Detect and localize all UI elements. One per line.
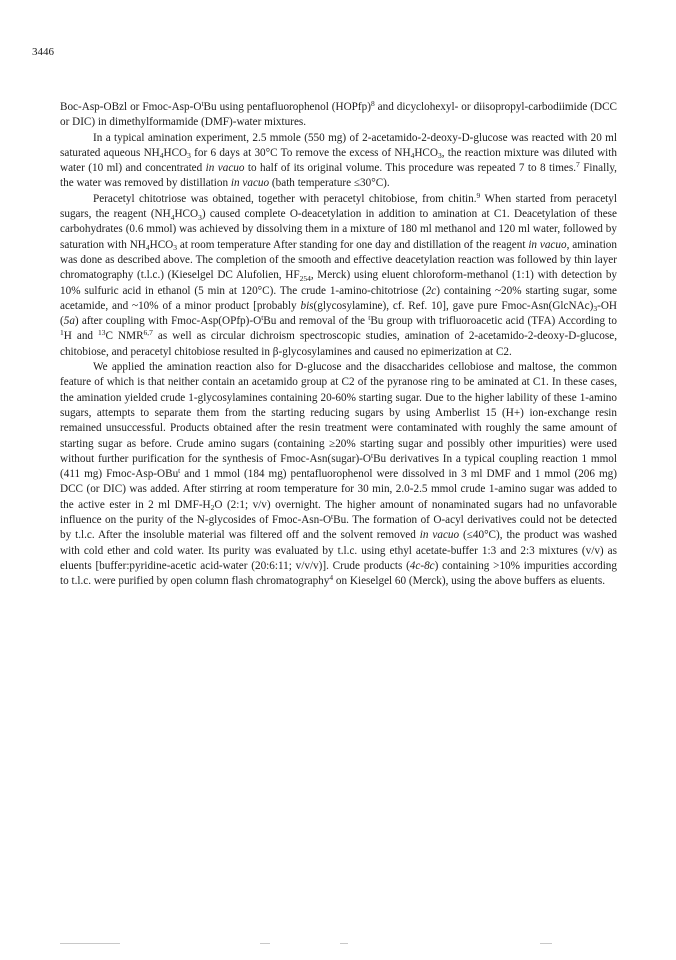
supscript-run: 9 [476,190,481,200]
footer-scan-marks [60,943,616,945]
text-run: Bu derivatives In a typical coupling reaction 1 mmol (411 mg) Fmoc-Asp-OBu [60,452,618,481]
text-run: HCO [149,238,174,251]
text-run: , the reaction mixture was diluted with water (10 ml) and concentrated [60,146,617,175]
text-run: Bu. The formation of O-acyl derivatives could not be detected by t.l.c. After the insoluble material was filtered off and the solvent removed [60,514,617,542]
supscript-run: t [331,512,334,522]
supscript-run: t [368,313,371,323]
text-run: C NMR [105,330,144,343]
text-run: (bath temperature ≤30°C). [269,177,390,190]
text-run: and 1 mmol (184 mg) pentafluorophenol were dissolved in 3 ml DMF and 1 mmol (206 mg) DCC (or DIC) was added. After stirring at room temperature for 30 min, 2.0-2.5 mmol crude 1-amino sugar was added to the active ester in 2 ml DMF-H [60,468,617,511]
paragraph-3 [60,192,617,360]
supscript-run: 1 [60,328,64,338]
text-run: for 6 days at 30°C To remove the excess of NH [190,146,411,159]
text-run: Boc-Asp-OBzl or Fmoc-Asp-O [60,101,202,113]
italic-run: 2c [425,284,437,297]
text-run: Bu group with trifluoroacetic acid (TFA) According to [370,315,617,328]
paragraph-4 [60,360,617,589]
text-run: ) after coupling with Fmoc-Asp(OPfp)-O [74,315,262,328]
text-run: on Kieselgel 60 (Merck), using the above buffers as eluents. [333,575,606,588]
page-number: 3446 [32,46,54,58]
italic-run: 4c-8c [409,559,435,572]
supscript-run: t [201,99,204,108]
text-run: Bu and removal of the [263,315,369,328]
text-run: to half of its original volume. This procedure was repeated 7 to 8 times. [244,162,577,175]
text-run: (≤40°C), the product was washed with cold ether and cold water. Its purity was evaluated by t.l.c. using ethyl acetate-buffer 1:3 and 2:3 mixtures (v/v) as eluents [buffer:pyridine-acetic acid-water (20:6:11; v/v/v)]. Crude products ( [60,529,617,572]
text-run: Peracetyl chitotriose was obtained, together with peracetyl chitobiose, from chitin. [93,192,477,205]
text-run: HCO [174,208,199,221]
subscript-run: 254 [299,273,311,283]
text-run: When started from peracetyl sugars, the reagent (NH [60,192,617,221]
supscript-run: t [371,450,374,460]
text-run: , Merck) using eluent chloroform-methanol (1:1) with detection by 10% sulfuric acid in ethanol (5 min at 120°C). The crude 1-amino-chitotriose ( [60,269,618,297]
subscript-run: 4 [170,212,175,222]
italic-run: in vacuo [205,162,245,175]
supscript-run: 6,7 [143,328,153,338]
text-run: as well as circular dichroism spectroscopic studies, amination of 2-acetamido-2-deoxy-D-glucose, chitobiose, and peracetyl chitobiose resulted in β-glycosylamines and caused no epimerization at C2. [60,330,618,358]
text-run: ) caused complete O-deacetylation in addition to amination at C1. Deacetylation of these carbohydrates (0.6 mmol) was achieved by dissolving them in a mixture of 180 ml methanol and 120 ml water, followed by saturation with NH [60,208,617,251]
subscript-run: 4 [145,243,150,253]
paragraph-1 [60,100,617,131]
text-run: ) containing >10% impurities according to t.l.c. were purified by open column flash chromatography [60,559,617,588]
text-run: Bu using pentafluorophenol (HOPfp) [203,101,371,113]
text-run: -OH ( [60,299,617,328]
supscript-run: 7 [576,160,580,170]
supscript-run: 4 [329,573,334,583]
text-run: , amination was done as described above. The completion of the smooth and effective deacetylation reaction was followed by thin layer chromatography (t.l.c.) (Kieselgel DC Alufolien, HF [60,238,617,282]
text-run: In a typical amination experiment, 2.5 mmole (550 mg) of 2-acetamido-2-deoxy-D-glucose was reacted with 20 ml saturated aqueous NH [60,131,617,159]
supscript-run: t [261,313,264,323]
italic-run: 5a [63,315,75,328]
subscript-run: 3 [437,151,442,161]
italic-run: bis [300,299,314,312]
subscript-run: 2 [210,503,215,513]
italic-run: in vacuo [528,238,567,251]
article-body [60,100,617,590]
supscript-run: 13 [98,328,106,338]
text-run: ) containing ~20% starting sugar, some acetamide, and ~10% of a minor product [probably [60,284,617,312]
text-run: Finally, the water was removed by distillation [60,162,617,190]
subscript-run: 3 [173,243,178,253]
subscript-run: 4 [159,151,164,161]
subscript-run: 4 [410,151,415,161]
text-run: We applied the amination reaction also for D-glucose and the disaccharides cellobiose and maltose, the common feature of which is that neither contain an acetamido group at C2 of the pyranose ring to be aminated at C1. In these cases, the amination yielded crude 1-glycosylamines containing 20-60% starting sugar. Due to the higher lability of these 1-amino sugars, attempts to separate them from the starting reducing sugars by using Amberlist 15 (H+) ion-exchange resin remained unsuccessful. Products obtained after the resin treatment were contaminated with roughly the same amount of starting sugar as before. Crude amino sugars (containing ≥20% starting sugar and possibly other impurities) were used without further purification for the synthesis of Fmoc-Asn(sugar)-O [60,361,617,465]
paragraph-2 [60,131,617,192]
subscript-run: 3 [187,151,191,161]
text-run: HCO [163,146,188,159]
text-run: and dicyclohexyl- or diisopropyl-carbodiimide (DCC or DIC) in dimethylformamide (DMF)-water mixtures. [60,101,617,129]
text-run: O (2:1; v/v) overnight. The higher amount of nonaminated sugars had no unfavorable influence on the purity of the N-glycosides of Fmoc-Asn-O [60,498,617,527]
text-run: (glycosylamine), cf. Ref. 10], gave pure Fmoc-Asn(GlcNAc) [313,299,594,312]
text-run: HCO [414,146,438,159]
text-run: H and [63,330,99,343]
italic-run: in vacuo [230,177,270,190]
supscript-run: 8 [370,99,375,108]
italic-run: in vacuo [419,529,460,542]
supscript-run: t [178,466,181,476]
subscript-run: 3 [198,212,202,222]
text-run: at room temperature After standing for one day and distillation of the reagent [177,238,529,251]
subscript-run: 3 [593,304,598,314]
